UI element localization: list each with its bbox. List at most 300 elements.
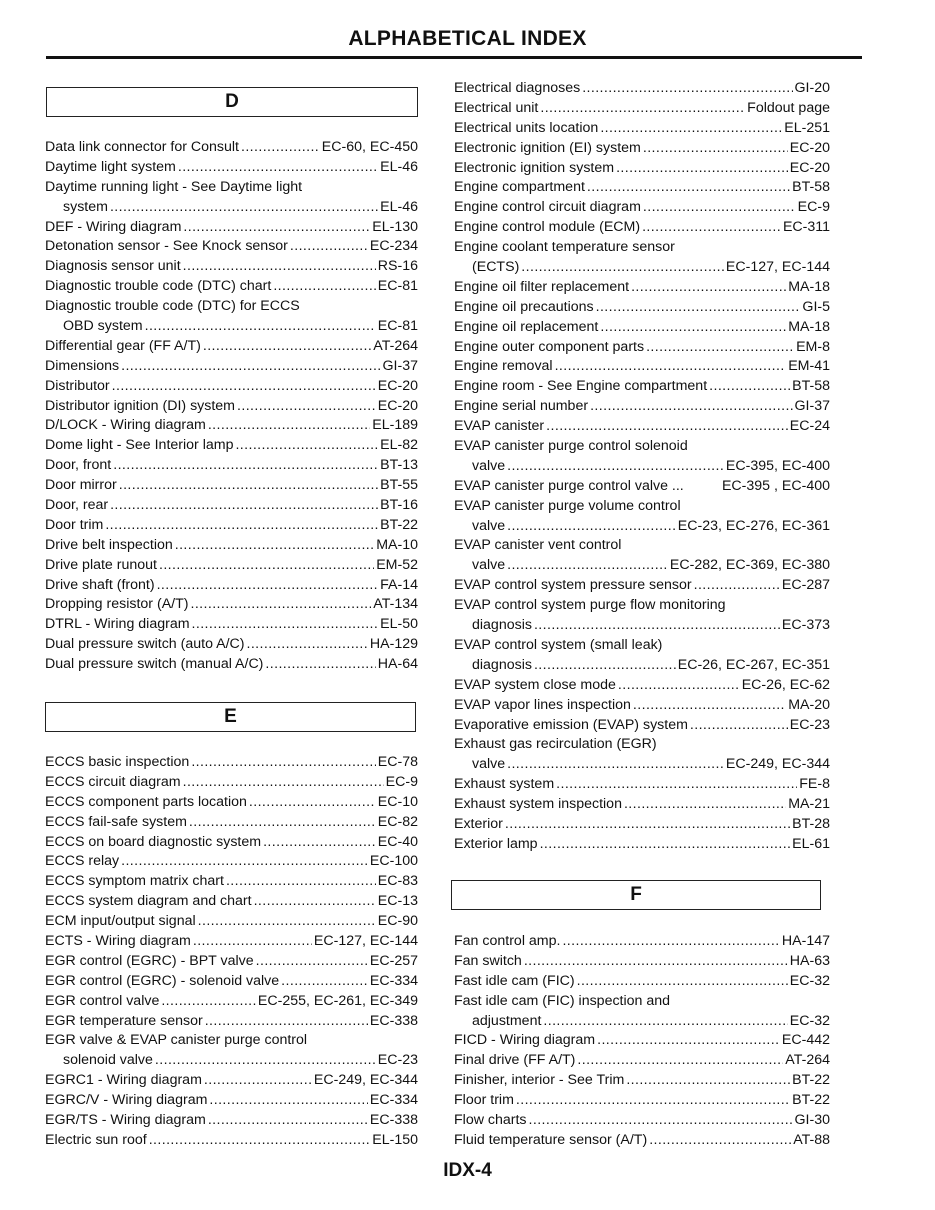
index-entry [454, 397, 830, 417]
entry-term: Diagnosis sensor unit [45, 258, 181, 275]
entry-term: EGRC1 - Wiring diagram [45, 1072, 202, 1089]
dot-leader [203, 337, 371, 357]
entry-page-ref: EC-23 [377, 1052, 418, 1069]
entry-term: valve [472, 756, 506, 773]
entry-term: Electrical units location [454, 119, 599, 136]
entry-term: Dual pressure switch (auto A/C) [45, 636, 245, 653]
dot-leader [241, 138, 320, 158]
dot-leader [175, 536, 374, 556]
entry-term: Dual pressure switch (manual A/C) [45, 656, 264, 673]
index-entry [454, 596, 830, 616]
entry-term: DTRL - Wiring diagram [45, 616, 190, 633]
dot-leader [582, 79, 792, 99]
entry-page-ref: EC-20 [789, 159, 830, 176]
entry-term: D/LOCK - Wiring diagram [45, 417, 206, 434]
entry-term: Drive belt inspection [45, 536, 173, 553]
index-entry [45, 595, 418, 615]
dot-leader [105, 516, 378, 536]
dot-leader [204, 1071, 312, 1091]
dot-leader [618, 676, 740, 696]
entry-page-ref: GI-5 [802, 298, 830, 315]
dot-leader [273, 277, 375, 297]
entry-page-ref: BT-22 [792, 1072, 830, 1089]
entry-term: EVAP canister purge control valve ... [454, 477, 684, 494]
index-list-e [45, 753, 418, 1151]
entry-page-ref: BT-13 [380, 457, 418, 474]
entry-term: Evaporative emission (EVAP) system [454, 716, 688, 733]
dot-leader [555, 357, 787, 377]
entry-term: Diagnostic trouble code (DTC) for ECCS [45, 298, 300, 315]
entry-term: ECCS component parts location [45, 793, 247, 810]
dot-leader [507, 556, 668, 576]
dot-leader [119, 476, 378, 496]
entry-page-ref: EC-338 [369, 1012, 418, 1029]
index-entry [454, 437, 830, 457]
dot-leader [694, 576, 780, 596]
index-entry [454, 1071, 830, 1091]
entry-page-ref: EC-23 [789, 716, 830, 733]
entry-term: Door, front [45, 457, 112, 474]
dot-leader [643, 198, 796, 218]
entry-term: FICD - Wiring diagram [454, 1032, 596, 1049]
entry-page-ref: EC-287 [781, 577, 830, 594]
entry-page-ref: EC-234 [369, 238, 418, 255]
index-entry [454, 1012, 830, 1032]
index-entry [454, 696, 830, 716]
index-entry [45, 813, 418, 833]
index-entry [454, 556, 830, 576]
dot-leader [249, 793, 376, 813]
dot-leader [191, 595, 372, 615]
entry-page-ref: EC-78 [377, 754, 418, 770]
index-entry [45, 753, 418, 773]
index-entry [45, 912, 418, 932]
entry-term: Door, rear [45, 497, 109, 514]
entry-term: EGR valve & EVAP canister purge control [45, 1032, 308, 1049]
entry-term: EVAP canister purge volume control [454, 497, 681, 514]
entry-term: Distributor [45, 377, 110, 394]
index-entry [454, 755, 830, 775]
dot-leader [161, 992, 256, 1012]
entry-term: Daytime light system [45, 158, 176, 175]
entry-term: Daytime running light - See Daytime light [45, 178, 303, 195]
index-entry [45, 872, 418, 892]
entry-term: Electronic ignition system [454, 159, 615, 176]
index-entry [45, 1131, 418, 1151]
entry-term: Dropping resistor (A/T) [45, 596, 189, 613]
index-entry [454, 536, 830, 556]
entry-page-ref: EC-10 [377, 793, 418, 810]
index-entry [454, 815, 830, 835]
entry-term: Fluid temperature sensor (A/T) [454, 1131, 648, 1148]
index-entry [45, 1031, 418, 1051]
dot-leader [113, 456, 378, 476]
entry-term: adjustment [472, 1012, 542, 1029]
entry-page-ref: EL-46 [380, 158, 418, 175]
dot-leader [600, 119, 782, 139]
entry-page-ref: EL-82 [380, 437, 418, 454]
entry-page-ref: MA-18 [788, 278, 830, 295]
dot-leader [624, 795, 786, 815]
index-list-e-continued [454, 79, 830, 855]
entry-page-ref: EC-20 [377, 397, 418, 414]
entry-page-ref: EC-60, EC-450 [321, 139, 418, 155]
entry-term: solenoid valve [63, 1052, 153, 1069]
dot-leader [121, 357, 380, 377]
index-entry [45, 992, 418, 1012]
entry-page-ref: EL-46 [380, 198, 418, 215]
dot-leader [649, 1131, 791, 1151]
index-entry [45, 218, 418, 238]
entry-term: Drive plate runout [45, 556, 157, 573]
index-entry [454, 258, 830, 278]
entry-page-ref: BT-22 [792, 1092, 830, 1109]
entry-term: Exterior [454, 815, 503, 832]
entry-term: Exhaust gas recirculation (EGR) [454, 736, 657, 753]
index-entry [45, 615, 418, 635]
entry-term: Engine serial number [454, 398, 589, 415]
entry-page-ref: HA-129 [369, 636, 418, 653]
dot-leader [121, 852, 368, 872]
index-entry [454, 1091, 830, 1111]
entry-term: ECCS system diagram and chart [45, 893, 252, 910]
entry-term: EGR control (EGRC) - BPT valve [45, 952, 254, 969]
title-divider [46, 56, 862, 59]
dot-leader [263, 833, 376, 853]
entry-term: diagnosis [472, 617, 532, 634]
entry-term: EGR temperature sensor [45, 1012, 203, 1029]
entry-page-ref: BT-22 [380, 516, 418, 533]
entry-page-ref: EC-23, EC-276, EC-361 [677, 517, 830, 534]
entry-term: EGR control (EGRC) - solenoid valve [45, 972, 280, 989]
section-letter: E [224, 706, 237, 727]
index-entry [45, 1111, 418, 1131]
index-entry [454, 99, 830, 119]
entry-page-ref: AT-264 [785, 1052, 830, 1069]
dot-leader [281, 972, 368, 992]
entry-term: Engine removal [454, 358, 553, 375]
entry-term: ECTS - Wiring diagram [45, 933, 191, 950]
dot-leader [183, 257, 376, 277]
entry-term: EGR/TS - Wiring diagram [45, 1112, 206, 1129]
index-entry [45, 852, 418, 872]
index-entry [454, 198, 830, 218]
index-entry [454, 377, 830, 397]
dot-leader [247, 635, 368, 655]
index-entry [45, 496, 418, 516]
dot-leader [690, 716, 788, 736]
entry-term: Door mirror [45, 477, 117, 494]
index-entry [454, 1131, 830, 1151]
entry-page-ref: EC-26, EC-62 [741, 676, 830, 693]
dot-leader [198, 912, 376, 932]
entry-page-ref: MA-20 [788, 696, 830, 713]
dot-leader [178, 158, 378, 178]
dot-leader [631, 278, 786, 298]
entry-term: Data link connector for Consult [45, 139, 239, 155]
entry-page-ref: EC-255, EC-261, EC-349 [257, 992, 418, 1009]
index-entry [45, 1012, 418, 1032]
entry-page-ref: BT-55 [380, 477, 418, 494]
dot-leader [587, 178, 790, 198]
entry-term: Engine oil precautions [454, 298, 594, 315]
index-entry [454, 457, 830, 477]
index-entry [45, 138, 418, 158]
entry-term: Engine control module (ECM) [454, 219, 641, 236]
index-entry [454, 1051, 830, 1071]
dot-leader [254, 892, 376, 912]
entry-term: ECM input/output signal [45, 913, 196, 930]
dot-leader [265, 655, 375, 675]
entry-page-ref: EL-150 [372, 1131, 418, 1148]
entry-term: EVAP canister vent control [454, 537, 622, 554]
index-entry [45, 237, 418, 257]
index-entry [45, 337, 418, 357]
dot-leader [556, 775, 797, 795]
index-entry [454, 338, 830, 358]
entry-term: Flow charts [454, 1112, 527, 1129]
entry-term: Exhaust system [454, 776, 555, 793]
section-header-e [45, 702, 416, 732]
dot-leader [596, 298, 801, 318]
entry-term: EVAP system close mode [454, 676, 616, 693]
index-entry [454, 79, 830, 99]
index-entry [45, 932, 418, 952]
entry-term: DEF - Wiring diagram [45, 218, 182, 235]
entry-page-ref: EC-127, EC-144 [725, 259, 830, 276]
dot-leader [616, 159, 788, 179]
entry-page-ref: HA-64 [377, 656, 418, 673]
entry-page-ref: MA-18 [788, 318, 830, 335]
index-entry [45, 377, 418, 397]
entry-page-ref: FA-14 [380, 576, 418, 593]
index-entry [45, 317, 418, 337]
dot-leader [149, 1131, 371, 1151]
index-entry [45, 198, 418, 218]
dot-leader [590, 397, 792, 417]
dot-leader [191, 753, 375, 773]
index-entry [45, 436, 418, 456]
entry-term: EVAP control system purge flow monitoring [454, 597, 726, 614]
entry-page-ref: EC-338 [369, 1112, 418, 1129]
dot-leader [157, 576, 379, 596]
entry-page-ref: EC-83 [377, 873, 418, 890]
entry-page-ref: EC-20 [789, 139, 830, 156]
entry-term: EGRC/V - Wiring diagram [45, 1092, 208, 1109]
entry-term: ECCS fail-safe system [45, 813, 187, 830]
entry-page-ref: EC-13 [377, 893, 418, 910]
page-number: IDX-4 [443, 1160, 492, 1181]
entry-term: Floor trim [454, 1092, 514, 1109]
dot-leader [646, 338, 794, 358]
entry-term: Fan control amp. [454, 933, 561, 949]
dot-leader [110, 496, 378, 516]
entry-term: Final drive (FF A/T) [454, 1052, 576, 1069]
dot-leader [256, 952, 368, 972]
dot-leader [159, 556, 374, 576]
index-entry [45, 952, 418, 972]
entry-page-ref: EC-82 [377, 813, 418, 830]
dot-leader [155, 1051, 376, 1071]
entry-page-ref: BT-28 [792, 815, 830, 832]
entry-term: Engine coolant temperature sensor [454, 239, 675, 256]
entry-term: ECCS on board diagnostic system [45, 833, 262, 850]
dot-leader [505, 815, 790, 835]
index-entry [454, 932, 830, 952]
entry-term: valve [472, 457, 506, 474]
entry-term: EGR control valve [45, 992, 160, 1009]
dot-leader [529, 1111, 793, 1131]
index-entry [45, 178, 418, 198]
dot-leader [534, 656, 676, 676]
entry-term: Door trim [45, 516, 104, 533]
index-entry [45, 556, 418, 576]
dot-leader [183, 218, 370, 238]
dot-leader [110, 198, 378, 218]
entry-page-ref: EC-334 [369, 1092, 418, 1109]
entry-page-ref: EC-24 [789, 418, 830, 435]
entry-page-ref: EM-41 [788, 358, 830, 375]
index-entry [454, 775, 830, 795]
index-entry [45, 972, 418, 992]
entry-term: Differential gear (FF A/T) [45, 337, 201, 354]
entry-page-ref: BT-58 [792, 378, 830, 395]
index-entry [45, 1071, 418, 1091]
entry-term: EVAP control system (small leak) [454, 636, 663, 653]
entry-page-ref: EL-189 [372, 417, 418, 434]
index-entry [454, 992, 830, 1012]
dot-leader [112, 377, 376, 397]
entry-page-ref: GI-30 [794, 1112, 830, 1129]
entry-page-ref: EC-282, EC-369, EC-380 [669, 557, 830, 574]
index-entry [454, 477, 830, 497]
entry-page-ref: EC-100 [369, 853, 418, 870]
index-entry [45, 456, 418, 476]
entry-page-ref: EL-251 [784, 119, 830, 136]
index-entry [45, 158, 418, 178]
dot-leader [577, 1051, 783, 1071]
entry-term: Fast idle cam (FIC) [454, 972, 575, 989]
entry-page-ref: AT-88 [793, 1131, 830, 1148]
index-entry [454, 357, 830, 377]
entry-term: Engine room - See Engine compartment [454, 378, 708, 395]
entry-term: ECCS symptom matrix chart [45, 873, 224, 890]
entry-page-ref: EM-52 [376, 556, 418, 573]
index-entry [454, 656, 830, 676]
entry-term: Engine control circuit diagram [454, 199, 641, 216]
entry-page-ref: EC-395 , EC-400 [721, 477, 830, 494]
dot-leader [709, 377, 790, 397]
entry-page-ref: GI-37 [794, 398, 830, 415]
index-entry [454, 576, 830, 596]
entry-page-ref: AT-134 [373, 596, 418, 613]
entry-page-ref: EC-442 [781, 1032, 830, 1049]
index-entry [454, 278, 830, 298]
dot-leader [516, 1091, 790, 1111]
entry-page-ref: BT-16 [380, 497, 418, 514]
entry-term: Dome light - See Interior lamp [45, 437, 234, 454]
entry-page-ref: EC-81 [377, 318, 418, 335]
entry-term: Electrical unit [454, 99, 539, 116]
entry-page-ref: GI-37 [382, 357, 418, 374]
index-entry [454, 1031, 830, 1051]
entry-page-ref: MA-21 [788, 796, 830, 813]
entry-page-ref: EC-90 [377, 913, 418, 930]
dot-leader [290, 237, 368, 257]
index-list-d [45, 138, 418, 675]
entry-page-ref: EC-249, EC-344 [313, 1072, 418, 1089]
dot-leader [642, 218, 781, 238]
dot-leader [643, 139, 788, 159]
entry-term: Distributor ignition (DI) system [45, 397, 236, 414]
entry-term: Engine oil filter replacement [454, 278, 630, 295]
entry-term: ECCS circuit diagram [45, 773, 181, 790]
entry-term: system [63, 198, 108, 215]
index-entry [45, 576, 418, 596]
entry-page-ref: EL-50 [380, 616, 418, 633]
index-entry [454, 1111, 830, 1131]
entry-term: Electronic ignition (EI) system [454, 139, 641, 156]
dot-leader [507, 755, 724, 775]
entry-page-ref: EC-257 [369, 952, 418, 969]
dot-leader [237, 397, 376, 417]
index-entry [454, 835, 830, 855]
entry-page-ref: RS-16 [377, 258, 418, 275]
entry-term: Fan switch [454, 952, 522, 969]
dot-leader [540, 99, 745, 119]
entry-term: valve [472, 557, 506, 574]
index-entry [45, 1091, 418, 1111]
index-entry [454, 318, 830, 338]
index-entry [45, 397, 418, 417]
index-entry [454, 616, 830, 636]
dot-leader [209, 1091, 367, 1111]
dot-leader [226, 872, 376, 892]
index-entry [45, 793, 418, 813]
dot-leader [145, 317, 376, 337]
index-entry [45, 635, 418, 655]
dot-leader [562, 932, 779, 952]
entry-term: Engine oil replacement [454, 318, 599, 335]
entry-page-ref: EC-26, EC-267, EC-351 [677, 656, 830, 673]
entry-page-ref: EC-127, EC-144 [313, 933, 418, 950]
entry-term: Exhaust system inspection [454, 796, 622, 813]
index-entry [454, 159, 830, 179]
index-entry [454, 716, 830, 736]
entry-term: diagnosis [472, 656, 532, 673]
entry-term: (ECTS) [472, 259, 520, 276]
entry-page-ref: EC-9 [797, 199, 830, 216]
index-entry [454, 218, 830, 238]
dot-leader [507, 457, 724, 477]
entry-page-ref: EC-373 [781, 617, 830, 634]
index-entry [454, 238, 830, 258]
dot-leader [507, 517, 676, 537]
entry-page-ref: HA-63 [789, 952, 830, 969]
entry-term: EVAP canister [454, 418, 545, 435]
entry-page-ref: BT-58 [792, 179, 830, 196]
index-entry [454, 735, 830, 755]
entry-page-ref: AT-264 [373, 337, 418, 354]
index-entry [45, 297, 418, 317]
dot-leader [235, 436, 378, 456]
dot-leader [540, 835, 791, 855]
index-entry [454, 497, 830, 517]
entry-page-ref: EC-40 [377, 833, 418, 850]
entry-term: EVAP canister purge control solenoid [454, 438, 688, 455]
index-entry [454, 676, 830, 696]
dot-leader [208, 416, 370, 436]
